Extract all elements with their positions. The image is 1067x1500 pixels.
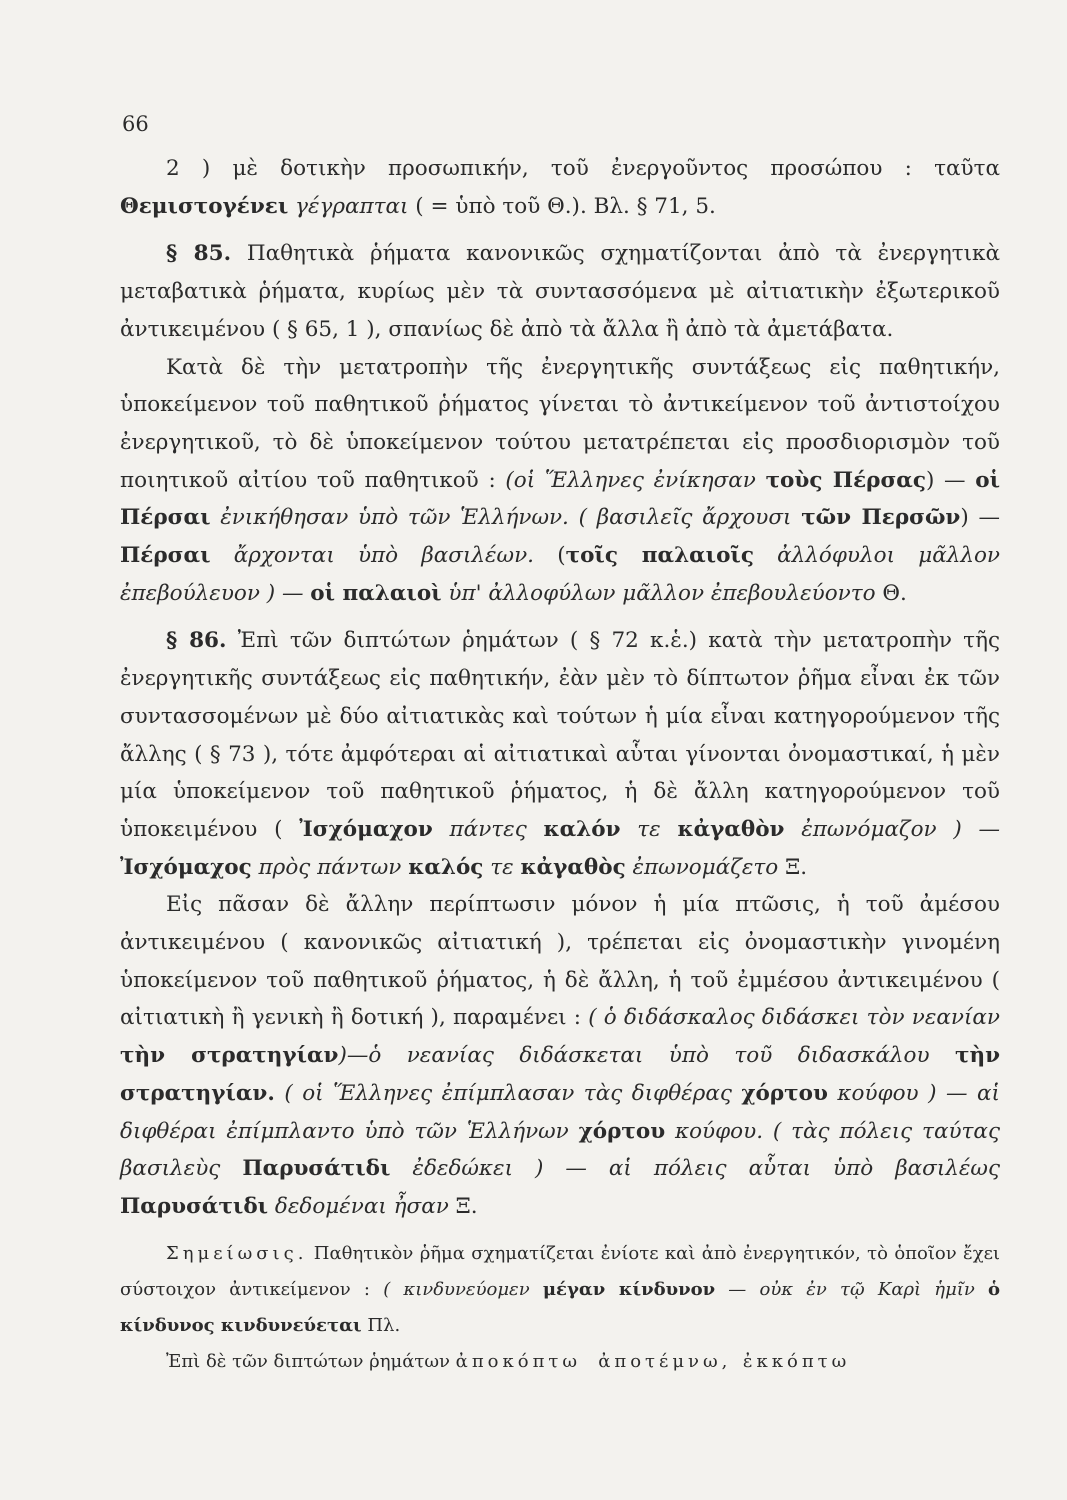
last-line [120, 1344, 1000, 1380]
italic-example: ὑπ' ἀλλοφύλων μᾶλλον ἐπεβουλεύοντο [441, 580, 876, 606]
spaced-verb: ἀποτέμνω, [598, 1350, 732, 1372]
note-label: Σημείωσις. [166, 1242, 308, 1264]
text: ) — [960, 505, 1000, 531]
text: Ἐπὶ τῶν διπτώτων ῥημάτων ( § 72 κ.ἑ.) κατὰ τὴν μετατροπὴν τῆς ἐνεργητικῆς συντάξεως εἰς παθητικήν, ἐὰν μὲν τὸ δίπτωτον ῥῆμα εἶναι ἐκ τῶν συντασσομένων μὲ δύο αἰτιατικὰς καὶ τούτων ἡ μία εἶναι κατηγορούμενον τῆς ἄλλης ( § 73 ), τότε ἀμφότεραι αἱ αἰτιατικαὶ αὗται γίνονται ὀνομαστικαί, ἡ μὲν μία ὑποκείμενον τοῦ παθητικοῦ ῥήματος, ἡ δὲ ἄλλη κατηγορούμενον τοῦ ὑποκειμένου ( [120, 628, 1000, 842]
italic-example: κούφου. ( τὰς πόλεις ταύτας βασιλεὺς [120, 1118, 1000, 1182]
italic-example: )—ὁ νεανίας διδάσκεται ὑπὸ τοῦ διδασκάλου [338, 1043, 955, 1069]
italic-example: (οἱ Ἕλληνες ἐνίκησαν [505, 467, 766, 493]
bold-term: ὁ κίνδυνος κινδυνεύεται [120, 1278, 1000, 1336]
text: Ἐπὶ δὲ τῶν διπτώτων ῥημάτων [166, 1350, 456, 1372]
italic-example: ( οἱ Ἕλληνες ἐπίμπλασαν τὰς διφθέρας [274, 1080, 742, 1106]
text: Θ. [875, 580, 907, 606]
text: 2 ) μὲ δοτικὴν προσωπικήν, τοῦ ἐνεργοῦντος προσώπου : ταῦτα [166, 156, 1000, 181]
bold-term: Πέρσαι [120, 543, 211, 569]
italic-example: ( κινδυνεύομεν [383, 1278, 543, 1300]
section-number: § 86. [166, 628, 227, 654]
italic-example: ἐπωνομάζετο [625, 854, 779, 880]
text: ( [534, 543, 566, 569]
section-number: § 85. [166, 241, 232, 267]
paragraph-case-2 [120, 150, 1000, 225]
bold-term: οἱ Πέρσαι [120, 467, 1000, 531]
text: Παθητικὰ ῥήματα κανονικῶς σχηματίζονται ἀπὸ τὰ ἐνεργητικὰ μεταβατικὰ ῥήματα, κυρίως μὲν τὰ συντασσόμενα μὲ αἰτιατικὴν ἐξωτερικοῦ ἀντικειμένου ( § 65, 1 ), σπανίως δὲ ἀπὸ τὰ ἄλλα ἢ ἀπὸ τὰ ἀμετάβατα. [120, 241, 1000, 342]
page-number: 66 [122, 112, 149, 136]
italic-example: γέγραπται [288, 193, 409, 219]
italic-example: κούφου ) — αἱ διφθέραι ἐπίμπλαντο ὑπὸ τῶν Ἑλλήνων [120, 1080, 1000, 1144]
section-85 [120, 235, 1000, 348]
text: Ξ. [778, 854, 808, 880]
italic-example: ἐνικήθησαν ὑπὸ τῶν Ἑλλήνων. ( βασιλεῖς ἄρχουσι [210, 505, 802, 531]
bold-term: κἀγαθὸς [520, 854, 626, 880]
bold-term: Ἰσχόμαχον [299, 816, 433, 842]
paragraph-other-cases [120, 886, 1000, 1225]
italic-example: ( ὁ διδάσκαλος διδάσκει τὸν νεανίαν [588, 1005, 1001, 1031]
bold-term: Ἰσχόμαχος [120, 854, 252, 880]
bold-term: καλός [408, 854, 484, 880]
note-paragraph [120, 1236, 1000, 1344]
bold-term: Παρυσάτιδι [242, 1156, 391, 1182]
bold-term: τοῖς παλαιοῖς [565, 543, 754, 569]
bold-term: οἱ παλαιοὶ [310, 580, 442, 606]
text: Πλ. [361, 1314, 401, 1336]
bold-term: τῶν Περσῶν [801, 505, 961, 531]
italic-example: ἀλλόφυλοι μᾶλλον ἐπεβούλευον ) — [120, 543, 1000, 606]
bold-term: τοὺς Πέρσας [765, 467, 926, 493]
text: Εἰς πᾶσαν δὲ ἄλλην περίπτωσιν μόνον ἡ μία πτῶσις, ἡ τοῦ ἀμέσου ἀντικειμένου ( κανονικῶς αἰτιατική ), τρέπεται εἰς ὀνομαστικὴν γινομένη ὑποκείμενον τοῦ παθητικοῦ ῥήματος, ἡ δὲ ἄλλη, ἡ τοῦ ἐμμέσου ἀντικειμένου ( αἰτιατικὴ ἢ γενικὴ ἢ δοτική ), παραμένει : [120, 892, 1000, 1031]
italic-example: ἄρχονται ὑπὸ βασιλέων. [210, 543, 534, 569]
paragraph-transformation [120, 349, 1000, 613]
italic-example: τε [483, 854, 521, 880]
italic-example: — οὐκ ἐν τῷ Καρὶ ἡμῖν [715, 1278, 988, 1300]
section-86 [120, 622, 1000, 886]
text: ( = ὑπὸ τοῦ Θ.). Βλ. § 71, 5. [408, 193, 716, 219]
italic-example: τε [620, 816, 678, 842]
bold-term: Παρυσάτιδι [120, 1193, 269, 1219]
bold-term: χόρτου [741, 1080, 828, 1106]
bold-term: Θεμιστογένει [120, 193, 289, 219]
italic-example: πάντες [432, 816, 544, 842]
text: Κατὰ δὲ τὴν μετατροπὴν τῆς ἐνεργητικῆς συντάξεως εἰς παθητικήν, ὑποκείμενον τοῦ παθητικοῦ ῥήματος γίνεται τὸ ἀντικείμενον τοῦ ἀντιστοίχου ἐνεργητικοῦ, τὸ δὲ ὑποκείμενον τούτου μετατρέπεται εἰς προσδιορισμὸν τοῦ ποιητικοῦ αἰτίου τοῦ παθητικοῦ : [120, 354, 1000, 493]
text: ) — [925, 467, 976, 493]
spaced-verb: ἐκκόπτω [742, 1350, 851, 1372]
bold-term: τὴν στρατηγίαν [120, 1043, 339, 1069]
bold-term: τὴν στρατηγίαν. [120, 1043, 1000, 1106]
page-body [120, 150, 1000, 1380]
italic-example: πρὸς πάντων [251, 854, 409, 880]
text: Ξ. [448, 1193, 478, 1219]
bold-term: κἀγαθὸν [677, 816, 785, 842]
bold-term: χόρτου [578, 1118, 666, 1144]
bold-term: μέγαν κίνδυνον [542, 1278, 716, 1300]
bold-term: καλόν [543, 816, 621, 842]
spaced-verb: ἀποκόπτω [455, 1350, 582, 1372]
italic-example: δεδομέναι ἦσαν [268, 1193, 449, 1219]
italic-example: ἐδεδώκει ) — αἱ πόλεις αὗται ὑπὸ βασιλέως [390, 1156, 1000, 1182]
text: Παθητικὸν ῥῆμα σχηματίζεται ἐνίοτε καὶ ἀπὸ ἐνεργητικόν, τὸ ὁποῖον ἔχει σύστοιχον ἀντικείμενον : [120, 1242, 1000, 1300]
italic-example: ἐπωνόμαζον ) — [784, 816, 1000, 842]
